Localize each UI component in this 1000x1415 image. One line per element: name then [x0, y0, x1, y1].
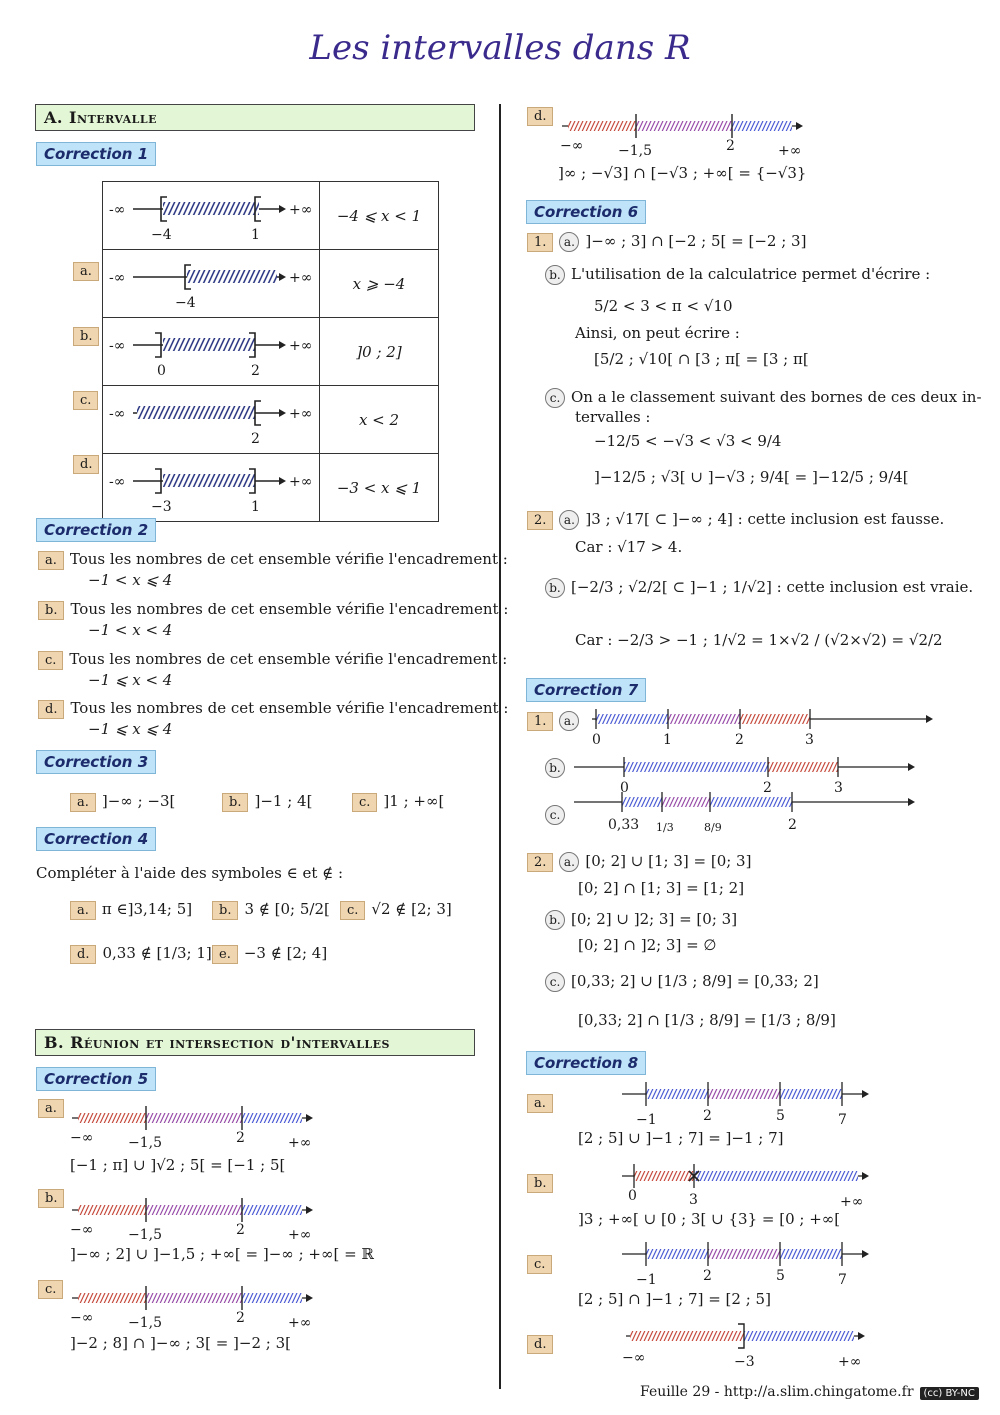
number-line: [66, 1280, 326, 1332]
list-item: 2. a. ]3 ; √17[ ⊂ ]−∞ ; 4] : cette inclusion est fausse.: [527, 510, 944, 530]
correction-3-heading: Correction 3: [36, 750, 156, 774]
result-text: [−1 ; π] ∪ ]√2 ; 5[ = [−1 ; 5[: [70, 1156, 286, 1174]
svg-text:2: 2: [735, 732, 744, 748]
list-item: a. π ∈]3,14; 5]: [70, 900, 192, 920]
svg-text:+∞: +∞: [289, 474, 313, 490]
list-item: c.: [545, 805, 571, 825]
item-label: d.: [527, 107, 553, 126]
svg-text:7: 7: [838, 1272, 847, 1288]
svg-text:−∞: −∞: [70, 1222, 94, 1238]
list-item: a. ]−∞ ; −3[: [70, 792, 175, 812]
svg-text:3: 3: [689, 1192, 698, 1208]
list-item: c. ]1 ; +∞[: [352, 792, 444, 812]
result-text: Car : √17 > 4.: [575, 538, 683, 556]
svg-text:−∞: −∞: [70, 1310, 94, 1326]
result-text: [2 ; 5] ∩ ]−1 ; 7] = [2 ; 5]: [578, 1290, 771, 1308]
instruction-text: Ainsi, on peut écrire :: [575, 324, 740, 342]
number-line: [572, 791, 922, 839]
list-item: c. Tous les nombres de cet ensemble vérifie l'encadrement :: [38, 650, 507, 670]
svg-text:−∞: −∞: [560, 138, 584, 154]
svg-text:2: 2: [726, 138, 735, 154]
number-line: [103, 182, 319, 245]
result-text: [5/2 ; √10[ ∩ [3 ; π[ = [3 ; π[: [594, 350, 809, 368]
svg-text:2: 2: [236, 1130, 245, 1146]
item-label: a.: [527, 1094, 553, 1113]
svg-text:−1,5: −1,5: [128, 1135, 162, 1151]
number-line: [620, 1322, 880, 1372]
svg-text:0,33: 0,33: [608, 817, 640, 833]
table-row: [103, 250, 439, 318]
result-text: ]∞ ; −√3] ∩ [−√3 ; +∞[ = {−√3}: [558, 164, 807, 182]
svg-text:8/9: 8/9: [704, 821, 722, 834]
number-line: [590, 706, 940, 750]
result-text: ]−2 ; 8] ∩ ]−∞ ; 3[ = ]−2 ; 3[: [70, 1334, 292, 1352]
svg-text:+∞: +∞: [289, 202, 313, 218]
table-row: [103, 182, 439, 250]
item-label: c.: [73, 391, 98, 410]
svg-text:-∞: -∞: [109, 474, 126, 490]
correction-5-heading: Correction 5: [36, 1067, 156, 1091]
svg-text:+∞: +∞: [838, 1354, 862, 1370]
svg-text:2: 2: [251, 363, 260, 379]
item-label: b.: [38, 1189, 64, 1208]
result-text: [0; 2] ∩ ]2; 3] = ∅: [578, 936, 717, 954]
item-label: b.: [73, 327, 99, 346]
instruction-text: Compléter à l'aide des symboles ∈ et ∉ :: [36, 864, 344, 882]
number-line: [103, 250, 319, 313]
number-line: [103, 386, 319, 449]
inequality: −12/5 < −√3 < √3 < 9/4: [594, 432, 782, 450]
svg-text:2: 2: [236, 1222, 245, 1238]
number-line: [66, 1100, 326, 1152]
interval-answer: x ⩾ −4: [320, 250, 439, 318]
svg-text:−∞: −∞: [70, 1130, 94, 1146]
number-line: [620, 1080, 880, 1130]
list-item: 1. a.: [527, 711, 585, 731]
interval-answer: ]0 ; 2]: [320, 318, 439, 386]
section-b-header: B. Réunion et intersection d'intervalles: [35, 1029, 475, 1056]
number-line: [103, 318, 319, 381]
table-row: [103, 386, 439, 454]
list-item: d. 0,33 ∉ [1/3; 1]: [70, 944, 212, 964]
footer-text: Feuille 29 - http://a.slim.chingatome.fr: [640, 1384, 914, 1400]
svg-text:+∞: +∞: [289, 338, 313, 354]
instruction-text: tervalles :: [575, 408, 651, 426]
list-item: c. √2 ∉ [2; 3]: [340, 900, 452, 920]
svg-text:−1: −1: [636, 1272, 657, 1288]
svg-text:+∞: +∞: [289, 270, 313, 286]
list-item: b. Tous les nombres de cet ensemble vérifie l'encadrement :: [38, 600, 508, 620]
svg-text:0: 0: [628, 1188, 637, 1204]
list-item: b. ]−1 ; 4[: [222, 792, 312, 812]
inequality: −1 < x ⩽ 4: [88, 571, 173, 589]
item-label: b.: [527, 1174, 553, 1193]
table-row: [103, 318, 439, 386]
number-line: [66, 1192, 326, 1244]
list-item: b. 3 ∉ [0; 5/2[: [212, 900, 330, 920]
correction-6-heading: Correction 6: [526, 200, 646, 224]
result-text: [0,33; 2] ∩ [1/3 ; 8/9] = [1/3 ; 8/9]: [578, 1011, 836, 1029]
svg-text:0: 0: [157, 363, 166, 379]
inequality: −1 < x < 4: [88, 621, 173, 639]
svg-text:5: 5: [776, 1108, 785, 1124]
svg-text:+∞: +∞: [289, 406, 313, 422]
result-text: Car : −2/3 > −1 ; 1/√2 = 1×√2 / (√2×√2) = √2/2: [575, 631, 943, 649]
svg-text:−3: −3: [734, 1354, 755, 1370]
list-item: 2. a. [0; 2] ∪ [1; 3] = [0; 3]: [527, 852, 751, 872]
svg-text:2: 2: [251, 431, 260, 447]
item-label: c.: [527, 1255, 552, 1274]
inequality: −1 ⩽ x ⩽ 4: [88, 720, 173, 738]
svg-text:−4: −4: [175, 295, 196, 311]
list-item: b. [−2/3 ; √2/2[ ⊂ ]−1 ; 1/√2] : cette inclusion est vraie.: [545, 578, 973, 598]
number-line: [103, 454, 319, 517]
list-item: 1. a. ]−∞ ; 3] ∩ [−2 ; 5[ = [−2 ; 3]: [527, 232, 806, 252]
svg-text:+∞: +∞: [840, 1194, 864, 1210]
list-item: c. On a le classement suivant des bornes de ces deux in-: [545, 388, 982, 408]
result-text: [2 ; 5] ∪ ]−1 ; 7] = ]−1 ; 7]: [578, 1129, 784, 1147]
item-label: a.: [73, 262, 99, 281]
list-item: a. Tous les nombres de cet ensemble vérifie l'encadrement :: [38, 550, 508, 570]
page-title: Les intervalles dans R: [309, 28, 691, 68]
result-text: ]−12/5 ; √3[ ∪ ]−√3 ; 9/4[ = ]−12/5 ; 9/4[: [594, 468, 909, 486]
item-label: d.: [73, 455, 99, 474]
interval-answer: −3 < x ⩽ 1: [320, 454, 439, 522]
correction-1-heading: Correction 1: [36, 142, 156, 166]
correction-8-heading: Correction 8: [526, 1051, 646, 1075]
license-badge: (cc) BY-NC: [920, 1387, 979, 1400]
number-line: [620, 1240, 880, 1290]
item-label: c.: [38, 1280, 63, 1299]
svg-text:2: 2: [703, 1108, 712, 1124]
svg-text:-∞: -∞: [109, 202, 126, 218]
result-text: ]−∞ ; 2] ∪ ]−1,5 ; +∞[ = ]−∞ ; +∞[ = ℝ: [70, 1245, 374, 1263]
svg-text:−1,5: −1,5: [128, 1315, 162, 1331]
list-item: d. Tous les nombres de cet ensemble vérifie l'encadrement :: [38, 699, 508, 719]
correction-4-heading: Correction 4: [36, 827, 156, 851]
correction-7-heading: Correction 7: [526, 678, 646, 702]
list-item: e. −3 ∉ [2; 4]: [212, 944, 327, 964]
list-item: c. [0,33; 2] ∪ [1/3 ; 8/9] = [0,33; 2]: [545, 972, 819, 992]
list-item: b.: [545, 758, 571, 778]
list-item: b. [0; 2] ∪ ]2; 3] = [0; 3]: [545, 910, 737, 930]
svg-text:2: 2: [236, 1310, 245, 1326]
svg-text:−∞: −∞: [622, 1350, 646, 1366]
svg-text:3: 3: [834, 780, 843, 796]
number-line: [556, 108, 816, 160]
svg-text:−4: −4: [151, 227, 172, 243]
svg-text:-∞: -∞: [109, 270, 126, 286]
svg-text:−1: −1: [636, 1112, 657, 1128]
svg-text:1: 1: [251, 227, 260, 243]
svg-text:2: 2: [703, 1268, 712, 1284]
inequality: 5/2 < 3 < π < √10: [594, 297, 733, 315]
svg-text:−1,5: −1,5: [618, 143, 652, 159]
svg-text:1/3: 1/3: [656, 821, 674, 834]
svg-text:+∞: +∞: [778, 143, 802, 159]
interval-answer: −4 ⩽ x < 1: [320, 182, 439, 250]
svg-text:3: 3: [805, 732, 814, 748]
correction-2-heading: Correction 2: [36, 518, 156, 542]
item-label: d.: [527, 1335, 553, 1354]
svg-text:2: 2: [788, 817, 797, 833]
svg-text:+∞: +∞: [288, 1315, 312, 1331]
section-a-header: A. Intervalle: [35, 104, 475, 131]
intervals-table: [102, 181, 439, 522]
svg-text:0: 0: [620, 780, 629, 796]
svg-text:-∞: -∞: [109, 406, 126, 422]
item-label: a.: [38, 1099, 64, 1118]
table-row: [103, 454, 439, 522]
result-text: [0; 2] ∩ [1; 3] = [1; 2]: [578, 879, 745, 897]
svg-text:5: 5: [776, 1268, 785, 1284]
svg-text:−1,5: −1,5: [128, 1227, 162, 1243]
svg-text:+∞: +∞: [288, 1135, 312, 1151]
svg-text:7: 7: [838, 1112, 847, 1128]
svg-text:2: 2: [763, 780, 772, 796]
svg-text:−3: −3: [151, 499, 172, 515]
interval-answer: x < 2: [320, 386, 439, 454]
number-line: [620, 1162, 880, 1212]
list-item: b. L'utilisation de la calculatrice permet d'écrire :: [545, 265, 930, 285]
result-text: ]3 ; +∞[ ∪ [0 ; 3[ ∪ {3} = [0 ; +∞[: [578, 1210, 841, 1228]
column-divider: [499, 104, 501, 1389]
svg-text:0: 0: [592, 732, 601, 748]
inequality: −1 ⩽ x < 4: [88, 671, 173, 689]
svg-text:+∞: +∞: [288, 1227, 312, 1243]
svg-text:1: 1: [251, 499, 260, 515]
footer: [640, 1384, 979, 1400]
svg-text:-∞: -∞: [109, 338, 126, 354]
svg-text:1: 1: [663, 732, 672, 748]
